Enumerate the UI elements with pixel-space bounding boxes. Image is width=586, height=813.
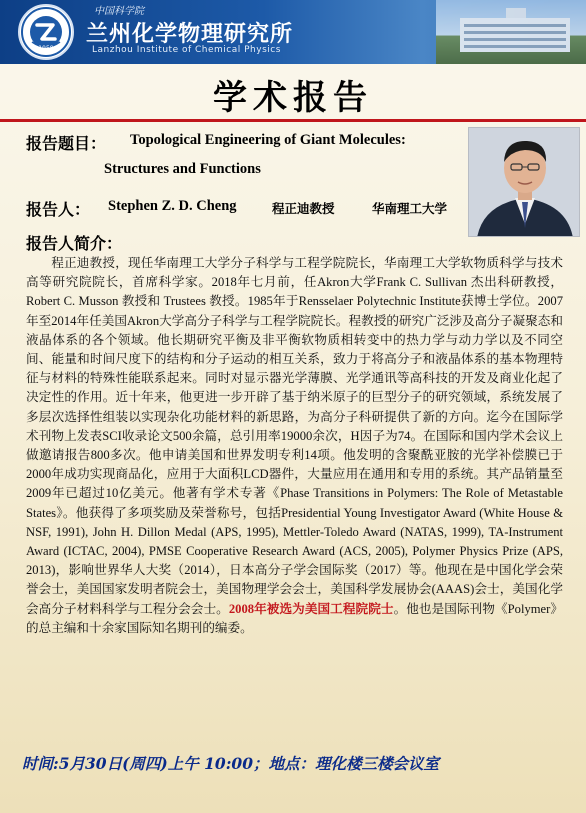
topic-label: 报告题目：: [26, 134, 107, 153]
topic-line-1: Topological Engineering of Giant Molecules:: [130, 132, 406, 148]
speaker-name-cn: 程正迪教授: [272, 201, 335, 216]
bio-text: [26, 254, 563, 638]
page-title: 学术报告: [213, 78, 373, 118]
topic-line-2: Structures and Functions: [104, 161, 261, 177]
speaker-name: Stephen Z. D. Cheng: [108, 198, 237, 214]
time-place: 时间:5月30日(周四)上午 10:00；地点：理化楼三楼会议室: [22, 754, 440, 773]
speaker-affiliation: 华南理工大学: [372, 201, 448, 216]
cas-name: 中国科学院: [94, 6, 144, 17]
bio-text-main: 程正迪教授，现任华南理工大学分子科学与工程学院院长，华南理工大学软物质科学与技术高等研究院院长，首席科学家。2018年七月前，任Akron大学Frank C. Sullivan 杰出科研教授，Robert C. Musson 教授和 Trustees 教授。1985年于Rensselaer Polytechnic Institute获博士学位。2007年至2014年任美国Akron大学高分子科学与工程学院院长。程教授的研究广泛涉及高分子凝聚态和液晶体系的各个领域。他长期研究平衡及非平衡软物质相转变中的热力学与动力学以及不同空间、能量和时间尺度下的结构和分子运动的相互关系，致力于将高分子和液晶体系的基本物理特征与材料的特殊性能联系起来。同时对显示器光学薄膜、光学通讯等高科技的开发及商业化起了决定性的作用。近十年来，他更进一步开辟了基于纳米原子的巨型分子的研究领域，系统发展了多层次选择性组装以实现杂化功能材料的新思路，为高分子科研提供了新的方向。迄今在国际学术刊物上发表SCI收录论文500余篇，总引用率19000余次，H因子为74。在国际和国内学术会议上做邀请报告800多次。他申请美国和世界发明专利14项。他发明的含聚酰亚胺的光学补偿膜已于2000年成功实现商品化，应用于大面积LCD器件，大量应用在通用和专用的系统。其产品销量至2009年已超过10亿美元。他著有学术专著《Phase Transitions in Polymers: The Role of Metastable States》。他获得了多项奖励及荣誉称号，包括Presidential Young Investigator Award (White House & NSF, 1991), John H. Dillon Medal (APS, 1995), Mettler-Toledo Award (NATAS, 1999), TA-Instrument Award (ICTAC, 2004), PMSE Cooperative Research Award (ACS, 2005), Polymer Physics Prize (APS, 2013)，影响世界华人大奖（2014），日本高分子学会国际奖（2017）等。他现在是中国化学会荣誉会士，美国国家发明者院会士，美国物理学会会士，美国科学发展协会(AAAS)会士，美国化学会高分子材料科学与工程分会会士。: [26, 256, 563, 616]
institute-logo: [18, 4, 74, 60]
header-banner: [0, 0, 586, 64]
institute-name-en: Lanzhou Institute of Chemical Physics: [92, 45, 281, 55]
logo-year: 1958: [38, 45, 54, 52]
speaker-label: 报告人：: [26, 200, 91, 219]
speaker-portrait-icon: [469, 128, 580, 237]
bio-label: 报告人简介：: [26, 234, 123, 253]
building-photo: [436, 0, 586, 64]
bio-highlight: 2008年被选为美国工程院院士: [228, 601, 394, 616]
speaker-photo: [468, 127, 580, 237]
title-divider: [0, 119, 586, 122]
bio-text-end: 。他也是国际刊物《Polymer》的总主编和十余家国际知名期刊的编委。: [26, 601, 564, 635]
institute-name-cn: 兰州化学物理研究所: [86, 22, 294, 47]
